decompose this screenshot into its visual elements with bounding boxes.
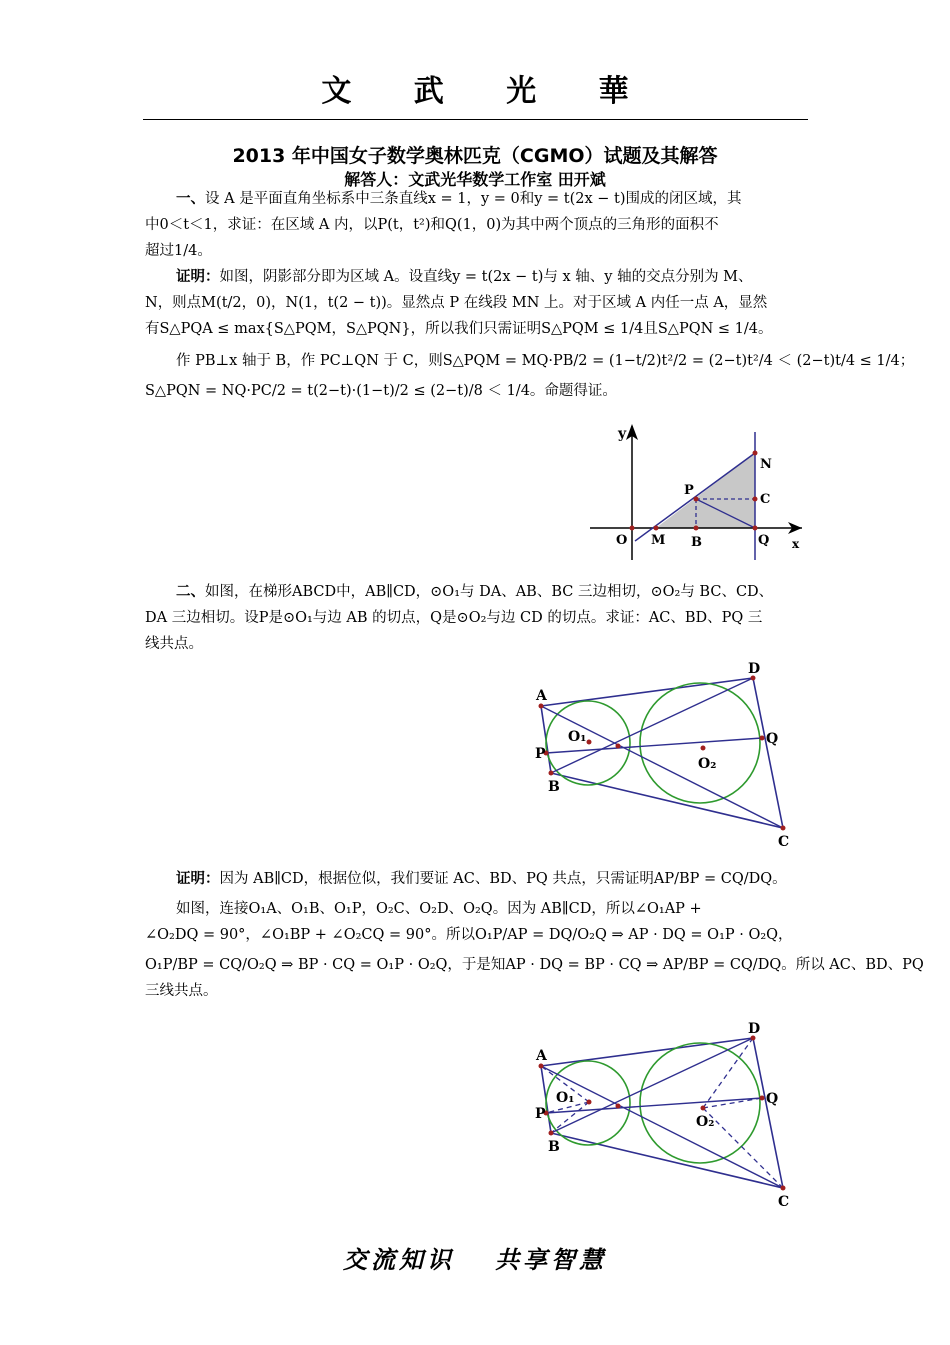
figure1-coordinate-graph (580, 420, 810, 565)
label-n: N (760, 457, 772, 472)
point-a (539, 1064, 544, 1069)
diagonal-bd (551, 678, 753, 773)
point-c (781, 826, 786, 831)
point-a (539, 704, 544, 709)
label-a: A (536, 1048, 547, 1064)
header-rule (143, 119, 808, 120)
proof2-label: 证明： (176, 870, 220, 887)
point-b (549, 1131, 554, 1136)
problem1-line: 设 A 是平面直角坐标系中三条直线x = 1，y = 0和y = t(2x − t)围成的闭区域，其 (205, 191, 742, 207)
problem1-text (145, 186, 805, 264)
proof2-line: O₁P/BP = CQ/O₂Q ⇒ BP · CQ = O₁P · O₂Q，于是知AP · DQ = BP · CQ ⇒ AP/BP = CQ/DQ。所以 AC、BD、PQ (145, 957, 924, 973)
label-a: A (536, 688, 547, 704)
proof1-text (145, 264, 915, 404)
point-b (694, 526, 699, 531)
proof1-line: 有S△PQA ≤ max{S△PQM，S△PQN}，所以我们只需证明S△PQM ≤ 1/4且S△PQN ≤ 1/4。 (145, 321, 773, 337)
label-q: Q (766, 1091, 779, 1107)
proof1-line: 如图，阴影部分即为区域 A。设直线y = t(2x − t)与 x 轴、y 轴的交点分别为 M、 (219, 269, 753, 285)
point-c (781, 1186, 786, 1191)
point-o (630, 526, 635, 531)
point-b (549, 771, 554, 776)
trapezoid-abcd (541, 1038, 783, 1188)
diagonal-ac (541, 706, 783, 828)
label-b: B (548, 779, 560, 795)
diagonal-bd (551, 1038, 753, 1133)
footer-slogan (0, 1240, 950, 1275)
point-o1 (587, 1100, 592, 1105)
label-m: M (651, 533, 666, 548)
label-c: C (760, 492, 771, 507)
problem2-line: 线共点。 (145, 636, 203, 652)
brand-header: 文 武 光 華 (321, 74, 655, 109)
point-q (760, 736, 765, 741)
point-q (760, 1096, 765, 1101)
problem2-line: DA 三边相切。设P是⊙O₁与边 AB 的切点，Q是⊙O₂与边 CD 的切点。求证：AC、BD、PQ 三 (145, 610, 763, 626)
label-o: O (616, 533, 628, 548)
point-intersection (616, 1104, 621, 1109)
label-o1: O₁ (556, 1090, 575, 1106)
trapezoid-abcd (541, 678, 783, 828)
label-b: B (548, 1139, 560, 1155)
footer-left: 交流知识 (343, 1245, 455, 1274)
proof1-label: 证明： (176, 268, 220, 285)
label-q: Q (766, 731, 779, 747)
point-m (654, 526, 659, 531)
point-q (753, 526, 758, 531)
point-o2 (701, 746, 706, 751)
problem2-line: 如图，在梯形ABCD中，AB∥CD，⊙O₁与 DA、AB、BC 三边相切，⊙O₂与 BC、CD、 (205, 584, 774, 600)
point-o2 (701, 1106, 706, 1111)
label-y: y (618, 426, 627, 442)
proof2-line: 三线共点。 (145, 983, 218, 999)
label-o1: O₁ (568, 729, 587, 745)
page-title: 2013 年中国女子数学奥林匹克（CGMO）试题及其解答 (232, 145, 718, 167)
label-p: P (535, 1106, 546, 1122)
problem1-line: 超过1/4。 (145, 243, 212, 259)
proof2-text (145, 866, 924, 1004)
label-o2: O₂ (698, 756, 717, 772)
label-c: C (778, 834, 790, 850)
proof2-line: ∠O₂DQ = 90°，∠O₁BP + ∠O₂CQ = 90°。所以O₁P/AP = DQ/O₂Q ⇒ AP · DQ = O₁P · O₂Q， (145, 927, 793, 943)
proof1-line: N，则点M(t/2，0)，N(1，t(2 − t))。显然点 P 在线段 MN 上。对于区域 A 内任一点 A，显然 (145, 295, 768, 311)
label-d: D (748, 661, 761, 677)
point-o1 (587, 740, 592, 745)
problem2-text (145, 579, 805, 657)
page-subtitle: 解答人：文武光华数学工作室 田开斌 (344, 170, 606, 189)
problem2-label: 二、 (176, 583, 205, 600)
proof1-line: 作 PB⊥x 轴于 B，作 PC⊥QN 于 C，则S△PQM = MQ·PB/2 = (1−t/2)t²/2 = (2−t)t²/4 ＜ (2−t)t/4 ≤ 1/4； (176, 353, 915, 369)
label-d: D (748, 1021, 761, 1037)
point-c (753, 497, 758, 502)
label-p: P (684, 483, 694, 498)
point-n (753, 451, 758, 456)
proof2-line: 如图，连接O₁A、O₁B、O₁P，O₂C、O₂D、O₂Q。因为 AB∥CD，所以∠O₁AP + (176, 901, 702, 917)
label-o2: O₂ (696, 1114, 715, 1130)
diagonal-ac (541, 1066, 783, 1188)
figure3-trapezoid-proof (528, 1018, 798, 1213)
footer-right: 共享智慧 (495, 1245, 607, 1274)
label-x: x (792, 537, 800, 551)
label-c: C (778, 1194, 790, 1210)
label-p: P (535, 746, 546, 762)
proof1-line: S△PQN = NQ·PC/2 = t(2−t)·(1−t)/2 ≤ (2−t)/8 ＜ 1/4。命题得证。 (145, 383, 617, 399)
problem1-label: 一、 (176, 190, 205, 207)
problem1-line: 中0＜t＜1，求证：在区域 A 内，以P(t，t²)和Q(1，0)为其中两个顶点的三角形的面积不 (145, 217, 719, 233)
label-q: Q (758, 533, 770, 548)
figure2-trapezoid (528, 658, 798, 853)
proof2-line: 因为 AB∥CD，根据位似，我们要证 AC、BD、PQ 共点，只需证明AP/BP = CQ/DQ。 (219, 871, 787, 887)
label-b: B (691, 535, 702, 550)
point-p (694, 497, 699, 502)
point-intersection (616, 744, 621, 749)
